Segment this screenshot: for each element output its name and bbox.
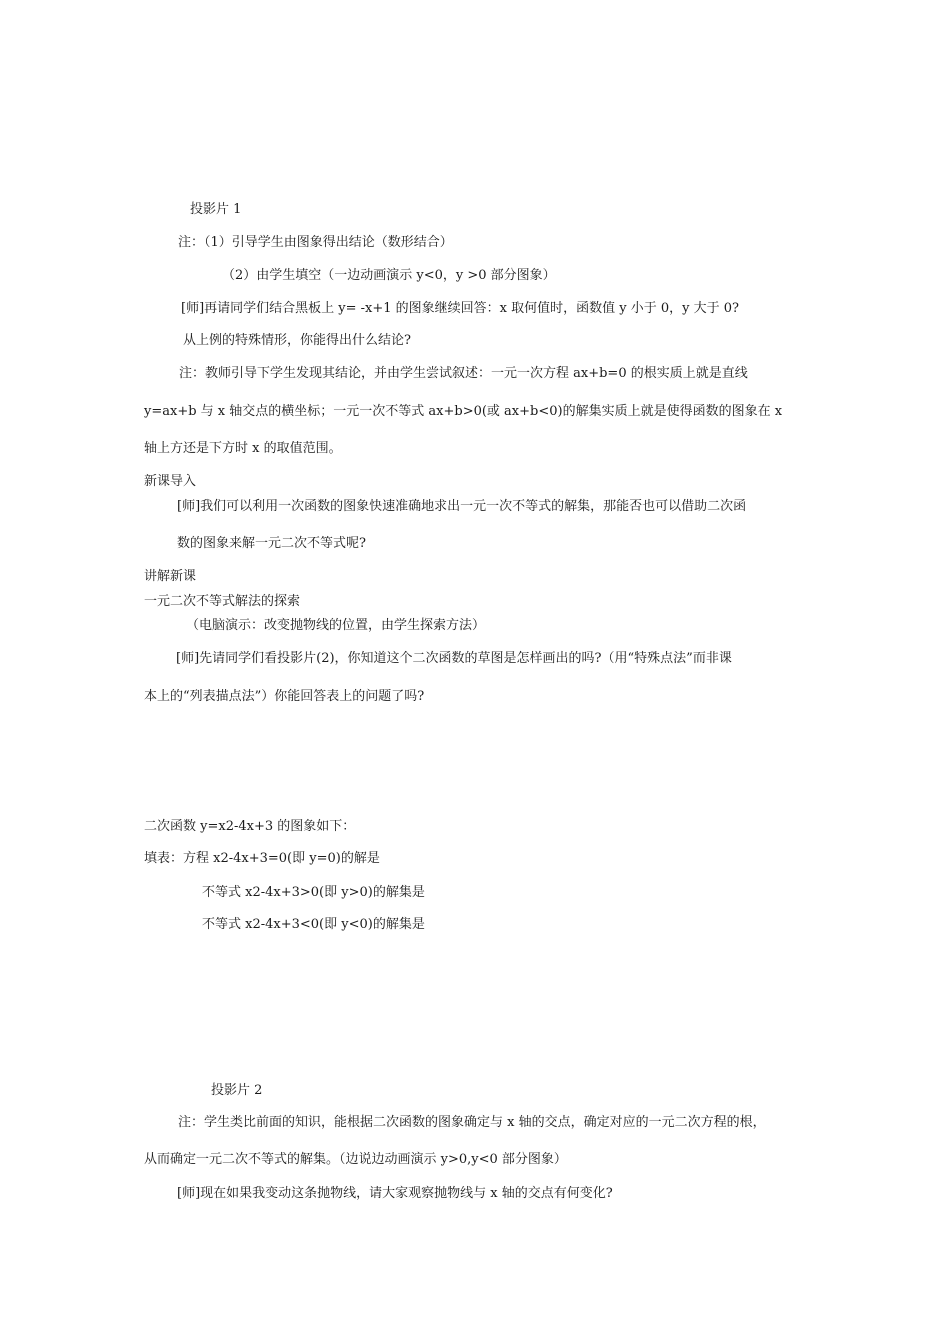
question-conclusion: 从上例的特殊情形，你能得出什么结论? <box>183 333 411 348</box>
fill-table-inequality-positive: 不等式 x2-4x+3>0(即 y>0)的解集是 <box>202 885 425 900</box>
fill-table-inequality-negative: 不等式 x2-4x+3<0(即 y<0)的解集是 <box>202 917 425 932</box>
teacher-intro-line-2: 数的图象来解一元二次不等式呢? <box>177 536 366 551</box>
note-1: 注：（1）引导学生由图象得出结论（数形结合） <box>178 235 453 250</box>
section-heading-intro: 新课导入 <box>144 474 197 489</box>
teacher-slide-2-line-2: 本上的“列表描点法”）你能回答表上的问题了吗? <box>144 689 425 704</box>
note-3-line-1: 注：教师引导下学生发现其结论，并由学生尝试叙述：一元一次方程 ax+b=0 的根实质上就是直线 <box>179 366 748 381</box>
note-3-line-2: y=ax+b 与 x 轴交点的横坐标；一元一次不等式 ax+b>0(或 ax+b<0)的解集实质上就是使得函数的图象在 x <box>144 404 783 419</box>
fill-table-equation: 填表：方程 x2-4x+3=0(即 y=0)的解是 <box>144 851 380 866</box>
teacher-intro-line-1: [师]我们可以利用一次函数的图象快速准确地求出一元一次不等式的解集，那能否也可以借助二次函 <box>177 499 747 514</box>
section-heading-new-lesson: 讲解新课 <box>144 569 197 584</box>
quadratic-function-caption: 二次函数 y=x2-4x+3 的图象如下： <box>144 819 356 834</box>
subheading-exploration: 一元二次不等式解法的探索 <box>144 594 301 609</box>
slide-2-label: 投影片 2 <box>211 1083 263 1098</box>
teacher-question-1: [师]再请同学们结合黑板上 y= -x+1 的图象继续回答：x 取何值时，函数值 y 小于 0，y 大于 0? <box>181 301 739 316</box>
note-2: （2）由学生填空（一边动画演示 y<0，y >0 部分图象） <box>222 268 556 283</box>
note-3-line-3: 轴上方还是下方时 x 的取值范围。 <box>144 441 342 456</box>
teacher-question-parabola: [师]现在如果我变动这条抛物线，请大家观察抛物线与 x 轴的交点有何变化? <box>177 1186 613 1201</box>
teacher-slide-2-line-1: [师]先请同学们看投影片(2)，你知道这个二次函数的草图是怎样画出的吗?（用“特殊点法”而非课 <box>176 651 732 666</box>
slide-1-label: 投影片 1 <box>190 202 242 217</box>
note-4-line-2: 从而确定一元二次不等式的解集。（边说边动画演示 y>0,y<0 部分图象） <box>144 1152 567 1167</box>
note-4-line-1: 注：学生类比前面的知识，能根据二次函数的图象确定与 x 轴的交点，确定对应的一元二次方程的根， <box>178 1115 766 1130</box>
computer-demo-note: （电脑演示：改变抛物线的位置，由学生探索方法） <box>186 618 486 633</box>
